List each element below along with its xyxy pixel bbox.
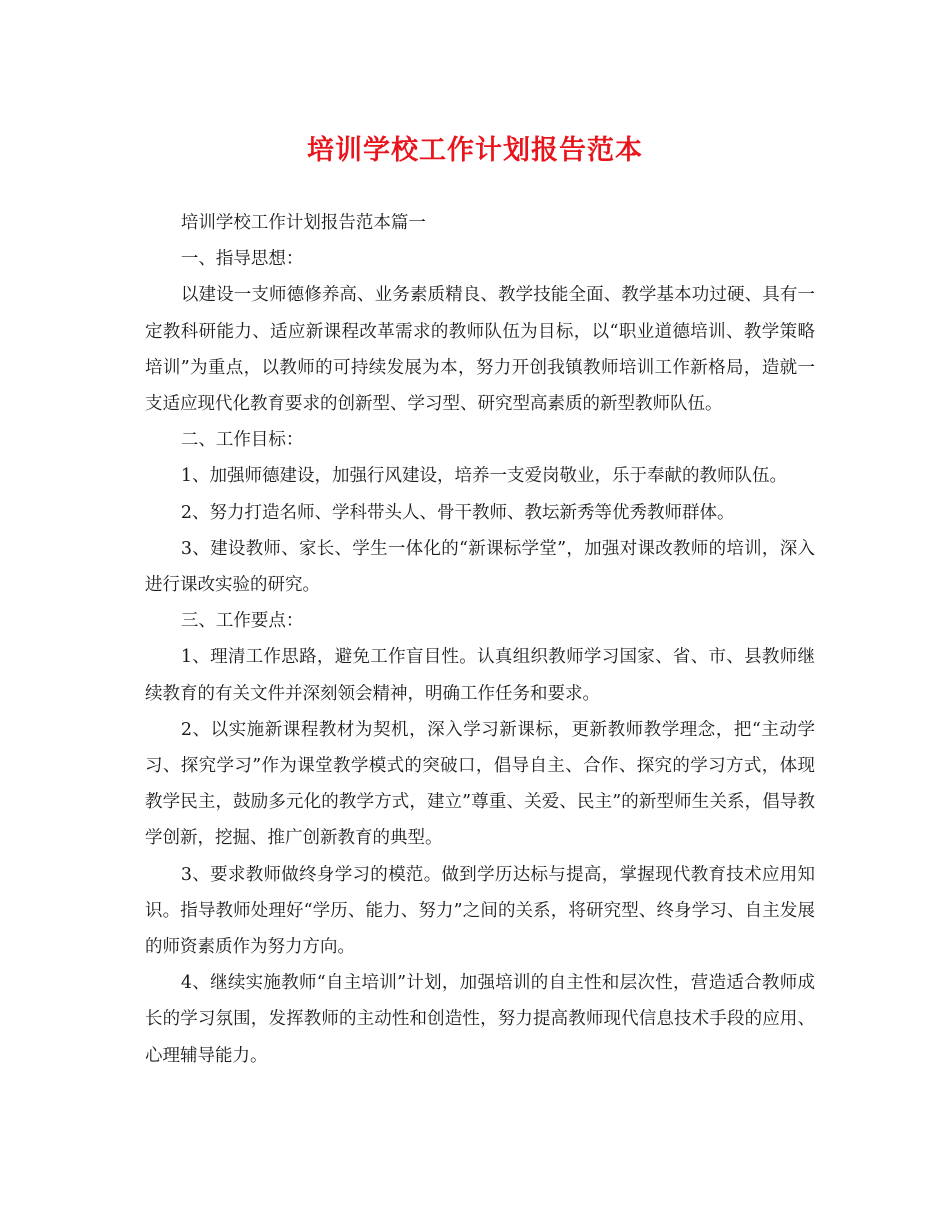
point-item-4: 4、继续实施教师“自主培训”计划，加强培训的自主性和层次性，营造适合教师成长的学习氛围，发挥教师的主动性和创造性，努力提高教师现代信息技术手段的应用、心理辅导能力。 (145, 973, 815, 1066)
document-body (145, 205, 815, 1074)
heading-guiding-ideology: 一、指导思想： (180, 249, 304, 270)
document-title: 培训学校工作计划报告范本 (307, 135, 643, 166)
paragraph-guiding-ideology: 以建设一支师德修养高、业务素质精良、教学技能全面、教学基本功过硬、具有一定教科研能力、适应新课程改革需求的教师队伍为目标，以“职业道德培训、教学策略培训”为重点，以教师的可持续发展为本，努力开创我镇教师培训工作新格局，造就一支适应现代化教育要求的创新型、学习型、研究型高素质的新型教师队伍。 (145, 285, 815, 415)
heading-work-points: 三、工作要点： (180, 611, 304, 632)
point-item-1: 1、理清工作思路，避免工作盲目性。认真组织教师学习国家、省、市、县教师继续教育的有关文件并深刻领会精神，明确工作任务和要求。 (145, 647, 815, 704)
heading-work-goals: 二、工作目标： (180, 430, 304, 451)
section-heading-part-one: 培训学校工作计划报告范本篇一 (180, 213, 426, 233)
point-item-2: 2、以实施新课程教材为契机，深入学习新课标，更新教师教学理念，把“主动学习、探究学习”作为课堂教学模式的突破口，倡导自主、合作、探究的学习方式，体现教学民主，鼓励多元化的教学方式，建立”尊重、关爱、民主”的新型师生关系，倡导教学创新，挖掘、推广创新教育的典型。 (145, 719, 815, 849)
point-item-3: 3、要求教师做终身学习的模范。做到学历达标与提高，掌握现代教育技术应用知识。指导教师处理好“学历、能力、努力”之间的关系，将研究型、终身学习、自主发展的师资素质作为努力方向。 (145, 864, 815, 958)
goal-item-1: 1、加强师德建设，加强行风建设，培养一支爱岗敬业，乐于奉献的教师队伍。 (180, 466, 788, 487)
goal-item-2: 2、努力打造名师、学科带头人、骨干教师、教坛新秀等优秀教师群体。 (180, 502, 735, 523)
goal-item-3: 3、建设教师、家长、学生一体化的“新课标学堂”，加强对课改教师的培训，深入进行课改实验的研究。 (145, 538, 815, 596)
